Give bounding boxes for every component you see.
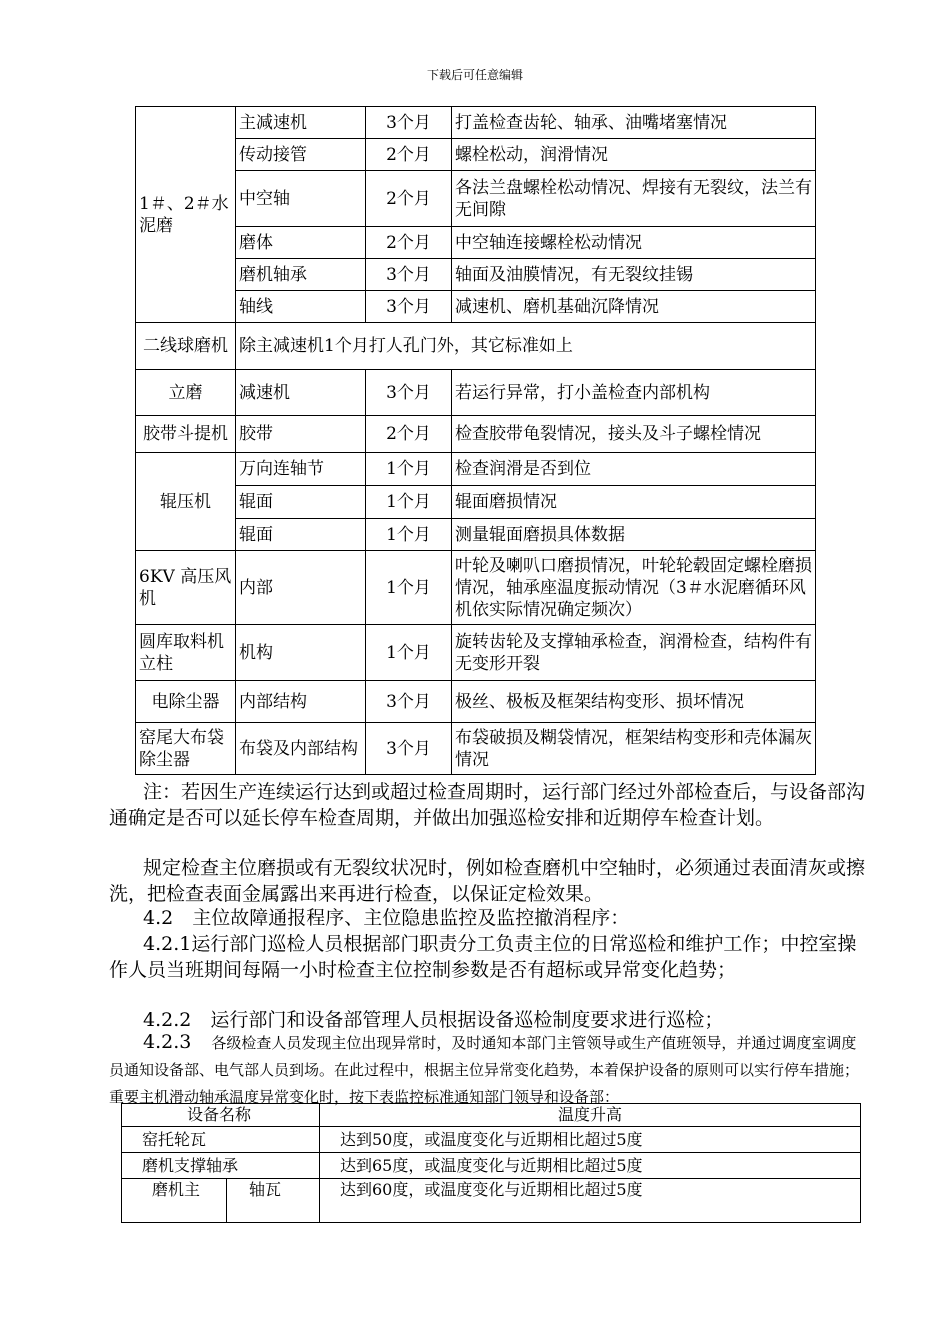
cell: 测量辊面磨损具体数据: [452, 519, 816, 551]
cell: 极丝、极板及框架结构变形、损坏情况: [452, 681, 816, 723]
cell: 检查胶带龟裂情况，接头及斗子螺栓情况: [452, 416, 816, 453]
table-row: [136, 171, 816, 227]
cell: 2个月: [366, 227, 452, 259]
cell: 减速机: [236, 370, 366, 416]
table-row: [136, 416, 816, 453]
inspection-table: [135, 106, 816, 775]
cell: 磨机主: [122, 1179, 227, 1223]
table-row: [122, 1104, 861, 1127]
cell: 磨体: [236, 227, 366, 259]
cell: 3个月: [366, 370, 452, 416]
table-row: [136, 723, 816, 775]
cell: 中空轴连接螺栓松动情况: [452, 227, 816, 259]
table-row: [136, 370, 816, 416]
cell: 辊面: [236, 486, 366, 519]
cell: 1个月: [366, 625, 452, 681]
cell: 中空轴: [236, 171, 366, 227]
cell: 1＃、2＃水泥磨: [136, 107, 236, 323]
table-row: [136, 291, 816, 323]
cell: 立磨: [136, 370, 236, 416]
table-row: [136, 227, 816, 259]
page-header: 下载后可任意编辑: [426, 68, 523, 82]
cell: 3个月: [366, 107, 452, 139]
cell: 万向连轴节: [236, 453, 366, 486]
cell: 1个月: [366, 453, 452, 486]
cell: 传动接管: [236, 139, 366, 171]
table-row: [136, 453, 816, 486]
header-cell: 设备名称: [122, 1104, 320, 1127]
cell: 主减速机: [236, 107, 366, 139]
cell: 螺栓松动，润滑情况: [452, 139, 816, 171]
cell: 布袋及内部结构: [236, 723, 366, 775]
table-row: [136, 519, 816, 551]
cell: 叶轮及喇叭口磨损情况，叶轮轮毂固定螺栓磨损情况，轴承座温度振动情况（3＃水泥磨循环风机依实际情况确定频次）: [452, 551, 816, 625]
cell: 1个月: [366, 551, 452, 625]
section-heading: 4.2 主位故障通报程序、主位隐患监控及监控撤消程序：: [143, 907, 630, 929]
paragraph: [109, 1029, 869, 1110]
cell: 3个月: [366, 259, 452, 291]
header-cell: 温度升高: [320, 1104, 861, 1127]
cell: 内部结构: [236, 681, 366, 723]
cell: 电除尘器: [136, 681, 236, 723]
cell: 1个月: [366, 486, 452, 519]
temperature-table: [121, 1103, 861, 1223]
table-row: [136, 486, 816, 519]
cell: 窑尾大布袋除尘器: [136, 723, 236, 775]
cell: 轴线: [236, 291, 366, 323]
cell: 二线球磨机: [136, 323, 236, 370]
cell: 各法兰盘螺栓松动情况、焊接有无裂纹，法兰有无间隙: [452, 171, 816, 227]
cell: 除主减速机1个月打人孔门外，其它标准如上: [236, 323, 816, 370]
note-paragraph: 注：若因生产连续运行达到或超过检查周期时，运行部门经过外部检查后，与设备部沟通确定是否可以延长停车检查周期，并做出加强巡检安排和近期停车检查计划。: [109, 781, 866, 829]
table-row: [122, 1179, 861, 1223]
paragraph: 4.2.2 运行部门和设备部管理人员根据设备巡检制度要求进行巡检；: [143, 1009, 724, 1031]
table-row: [136, 625, 816, 681]
cell: 辊面磨损情况: [452, 486, 816, 519]
cell: 轴面及油膜情况，有无裂纹挂锡: [452, 259, 816, 291]
cell: 1个月: [366, 519, 452, 551]
cell: 若运行异常，打小盖检查内部机构: [452, 370, 816, 416]
cell: 2个月: [366, 416, 452, 453]
cell: 布袋破损及糊袋情况，框架结构变形和壳体漏灰情况: [452, 723, 816, 775]
cell: 达到65度，或温度变化与近期相比超过5度: [320, 1153, 861, 1179]
table-row: [122, 1127, 861, 1153]
section-number: 4.2.3: [143, 1031, 192, 1053]
table-row: [122, 1153, 861, 1179]
cell: 轴瓦: [227, 1179, 320, 1223]
cell: 2个月: [366, 171, 452, 227]
cell: 圆库取料机立柱: [136, 625, 236, 681]
cell: 辊面: [236, 519, 366, 551]
cell: 2个月: [366, 139, 452, 171]
cell: 3个月: [366, 291, 452, 323]
cell: 3个月: [366, 723, 452, 775]
cell: 打盖检查齿轮、轴承、油嘴堵塞情况: [452, 107, 816, 139]
cell: 胶带: [236, 416, 366, 453]
paragraph: 规定检查主位磨损或有无裂纹状况时，例如检查磨机中空轴时，必须通过表面清灰或擦洗，把检查表面金属露出来再进行检查，以保证定检效果。: [109, 857, 866, 905]
cell: 磨机轴承: [236, 259, 366, 291]
paragraph-text: 各级检查人员发现主位出现异常时，及时通知本部门主管领导或生产值班领导，并通过调度室调度员通知设备部、电气部人员到场。在此过程中，根据主位异常变化趋势，本着保护设备的原则可以实行停车措施；重要主机滑动轴承温度异常变化时，按下表监控标准通知部门领导和设备部：: [109, 1034, 860, 1106]
cell: 窑托轮瓦: [122, 1127, 320, 1153]
cell: 3个月: [366, 681, 452, 723]
table-row: [136, 551, 816, 625]
cell: 机构: [236, 625, 366, 681]
table-row: [136, 107, 816, 139]
cell: 达到50度，或温度变化与近期相比超过5度: [320, 1127, 861, 1153]
cell: 减速机、磨机基础沉降情况: [452, 291, 816, 323]
cell: 达到60度，或温度变化与近期相比超过5度: [320, 1179, 861, 1223]
cell: 内部: [236, 551, 366, 625]
paragraph: 4.2.1运行部门巡检人员根据部门职责分工负责主位的日常巡检和维护工作；中控室操作人员当班期间每隔一小时检查主位控制参数是否有超标或异常变化趋势；: [109, 933, 857, 981]
cell: 磨机支撑轴承: [122, 1153, 320, 1179]
table-row: [136, 139, 816, 171]
cell: 胶带斗提机: [136, 416, 236, 453]
table-row: [136, 681, 816, 723]
cell: 6KV 高压风机: [136, 551, 236, 625]
table-row: [136, 323, 816, 370]
cell: 旋转齿轮及支撑轴承检查，润滑检查，结构件有无变形开裂: [452, 625, 816, 681]
cell: 检查润滑是否到位: [452, 453, 816, 486]
cell: 辊压机: [136, 453, 236, 551]
table-row: [136, 259, 816, 291]
